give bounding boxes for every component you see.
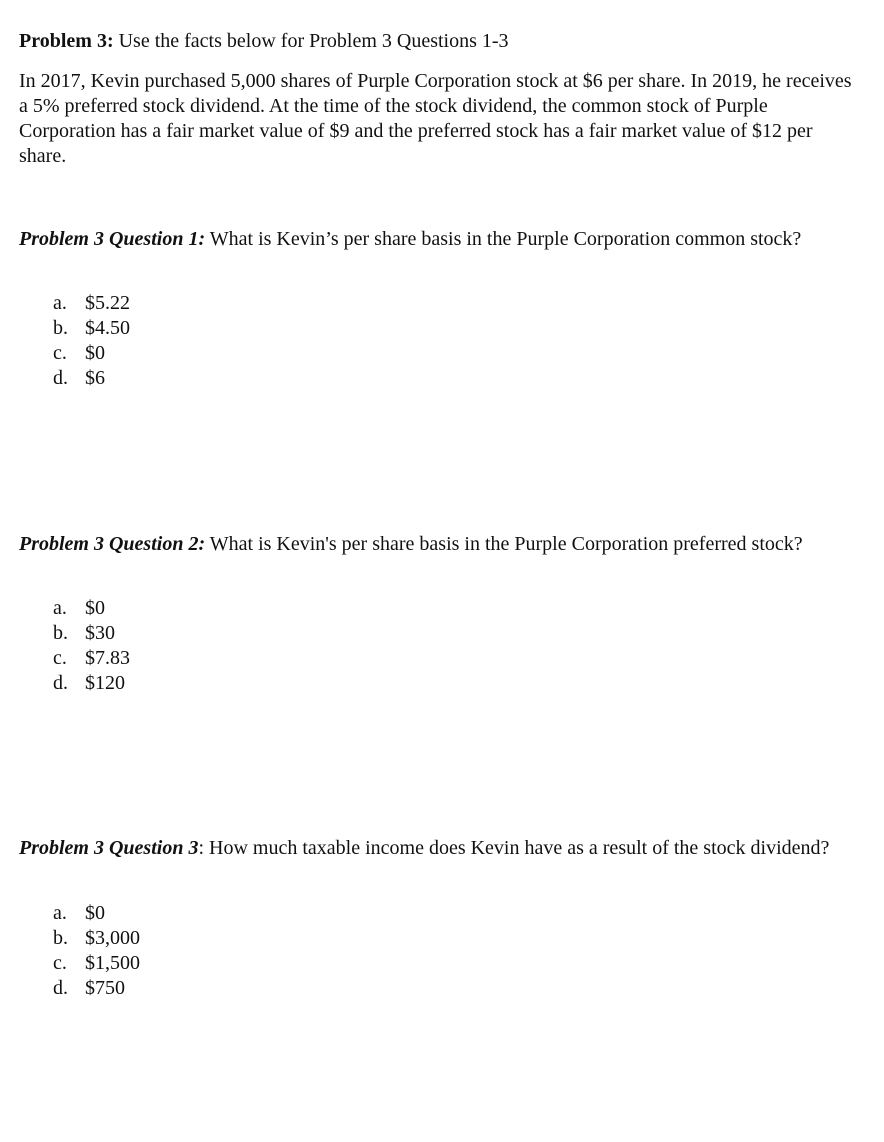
question-1 bbox=[19, 227, 859, 252]
option-item bbox=[53, 596, 130, 621]
question-2-label: Problem 3 Question 2: bbox=[19, 533, 206, 555]
option-item bbox=[53, 976, 140, 1001]
option-letter: d. bbox=[53, 672, 68, 694]
option-value: $0 bbox=[85, 902, 105, 924]
question-3-options bbox=[53, 901, 140, 1001]
option-letter: b. bbox=[53, 622, 68, 644]
option-item bbox=[53, 291, 130, 316]
option-item bbox=[53, 901, 140, 926]
option-letter: a. bbox=[53, 292, 67, 314]
option-letter: b. bbox=[53, 317, 68, 339]
option-value: $6 bbox=[85, 367, 105, 389]
option-item bbox=[53, 366, 130, 391]
option-value: $0 bbox=[85, 597, 105, 619]
problem-facts: In 2017, Kevin purchased 5,000 shares of Purple Corporation stock at $6 per share. In 2019, he receives a 5% preferred stock dividend. At the time of the stock dividend, the common stock of Purple Corporation has a fair market value of $9 and the preferred stock has a fair market value of $12 per share. bbox=[19, 70, 852, 167]
option-value: $3,000 bbox=[85, 927, 140, 949]
option-letter: d. bbox=[53, 367, 68, 389]
question-2-text: What is Kevin's per share basis in the Purple Corporation preferred stock? bbox=[205, 533, 803, 555]
option-value: $120 bbox=[85, 672, 125, 694]
option-value: $0 bbox=[85, 342, 105, 364]
question-3-label: Problem 3 Question 3 bbox=[19, 837, 199, 859]
option-value: $7.83 bbox=[85, 647, 130, 669]
option-item bbox=[53, 646, 130, 671]
question-3-text: How much taxable income does Kevin have as a result of the stock dividend? bbox=[204, 837, 830, 859]
option-value: $1,500 bbox=[85, 952, 140, 974]
option-letter: c. bbox=[53, 342, 67, 364]
question-2-options bbox=[53, 596, 130, 696]
question-3 bbox=[19, 836, 859, 861]
option-item bbox=[53, 671, 130, 696]
question-3-label-suffix: : bbox=[198, 837, 205, 859]
problem-heading-label: Problem 3: bbox=[19, 30, 114, 52]
question-1-label: Problem 3 Question 1: bbox=[19, 228, 206, 250]
option-item bbox=[53, 951, 140, 976]
option-value: $750 bbox=[85, 977, 125, 999]
question-2 bbox=[19, 532, 859, 557]
problem-heading-text: Use the facts below for Problem 3 Questions 1-3 bbox=[113, 30, 509, 52]
option-letter: c. bbox=[53, 952, 67, 974]
option-value: $4.50 bbox=[85, 317, 130, 339]
question-1-text: What is Kevin’s per share basis in the Purple Corporation common stock? bbox=[205, 228, 802, 250]
option-letter: b. bbox=[53, 927, 68, 949]
option-value: $30 bbox=[85, 622, 115, 644]
option-value: $5.22 bbox=[85, 292, 130, 314]
option-letter: a. bbox=[53, 902, 67, 924]
question-1-options bbox=[53, 291, 130, 391]
option-item bbox=[53, 316, 130, 341]
option-item bbox=[53, 621, 130, 646]
option-letter: c. bbox=[53, 647, 67, 669]
option-item bbox=[53, 341, 130, 366]
option-item bbox=[53, 926, 140, 951]
option-letter: d. bbox=[53, 977, 68, 999]
problem-heading bbox=[19, 29, 859, 54]
option-letter: a. bbox=[53, 597, 67, 619]
